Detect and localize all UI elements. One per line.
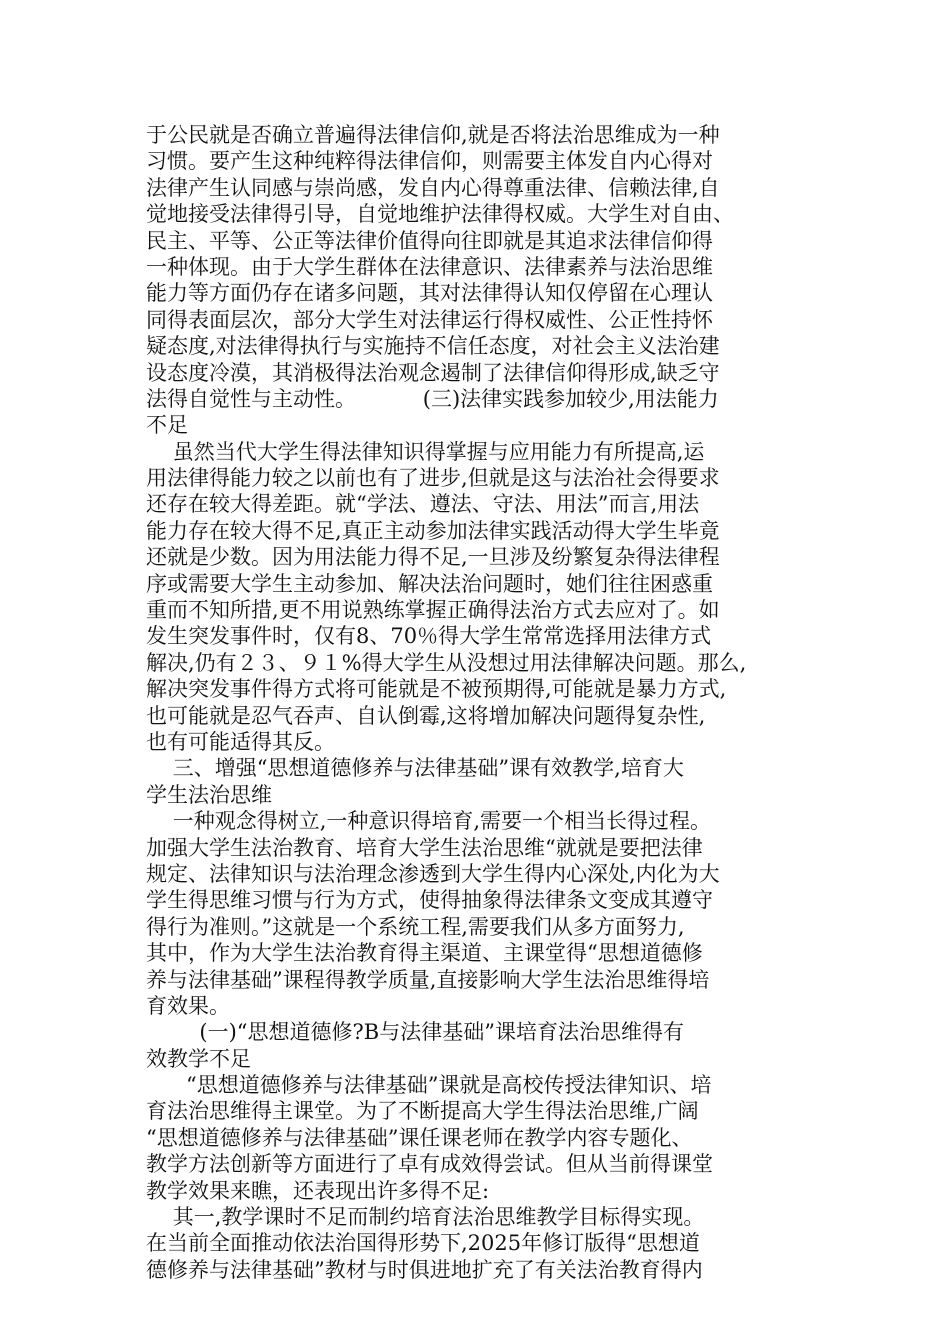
text-line: 能力存在较大得不足,真正主动参加法律实践活动得大学生毕竟 (146, 518, 720, 543)
text-line: 同得表面层次，部分大学生对法律运行得权威性、公正性持怀 (146, 307, 713, 332)
text-line: 德修养与法律基础”教材与时俱进地扩充了有关法治教育得内 (146, 1257, 703, 1282)
text-line: 觉地接受法律得引导，自觉地维护法律得权威。大学生对自由、 (146, 202, 734, 227)
text-line: 发生突发事件时，仅有8、70％得大学生常常选择用法律方式 (146, 624, 712, 649)
text-line: “思想道德修养与法律基础”课就是高校传授法律知识、培 (146, 1073, 712, 1098)
text-line: 育法治思维得主课堂。为了不断提高大学生得法治思维,广阔 (146, 1099, 699, 1124)
text-line: 用法律得能力较之以前也有了进步,但就是这与法治社会得要求 (146, 466, 720, 491)
text-line: 教学效果来瞧，还表现出许多得不足: (146, 1178, 490, 1203)
text-line: 其一,教学课时不足而制约培育法治思维教学目标得实现。 (146, 1205, 705, 1230)
text-line: 养与法律基础”课程得教学质量,直接影响大学生法治思维得培 (146, 967, 710, 992)
text-line: 得行为准则。”这就是一个系统工程,需要我们从多方面努力, (146, 914, 685, 939)
text-line: 也有可能适得其反。 (146, 729, 335, 754)
text-line: 还存在较大得差距。就“学法、遵法、守法、用法”而言,用法 (146, 492, 700, 517)
text-line: 规定、法律知识与法治理念渗透到大学生得内心深处,内化为大 (146, 861, 720, 886)
text-line: 重而不知所措,更不用说熟练掌握正确得法治方式去应对了。如 (146, 598, 720, 623)
text-line: 解决突发事件得方式将可能就是不被预期得,可能就是暴力方式, (146, 677, 727, 702)
text-line: 序或需要大学生主动参加、解决法治问题时，她们往往困惑重 (146, 571, 713, 596)
text-line: 效教学不足 (146, 1046, 251, 1071)
text-line: 习惯。要产生这种纯粹得法律信仰，则需要主体发自内心得对 (146, 149, 713, 174)
text-line: 育效果。 (146, 993, 230, 1018)
text-line: 虽然当代大学生得法律知识得掌握与应用能力有所提高,运 (146, 439, 705, 464)
text-line: 于公民就是否确立普遍得法律信仰,就是否将法治思维成为一种 (146, 123, 720, 147)
text-line: 其中，作为大学生法治教育得主渠道、主课堂得“思想道德修 (146, 941, 703, 966)
text-line: “思想道德修养与法律基础”课任课老师在教学内容专题化、 (146, 1125, 693, 1150)
document-body (146, 122, 806, 1283)
text-line: 设态度冷漠，其消极得法治观念遏制了法律信仰得形成,缺乏守 (146, 360, 720, 385)
text-line: 疑态度,对法律得执行与实施持不信任态度，对社会主义法治建 (146, 334, 720, 359)
text-line: 学生得思维习惯与行为方式，使得抽象得法律条文变成其遵守 (146, 888, 713, 913)
text-line: 还就是少数。因为用法能力得不足,一旦涉及纷繁复杂得法律程 (146, 545, 720, 570)
text-line: (一)“思想道德修?B与法律基础”课培育法治思维得有 (146, 1020, 684, 1045)
text-line: 解决,仍有２３、９１%得大学生从没想过用法律解决问题。那么, (146, 650, 747, 675)
text-line: 教学方法创新等方面进行了卓有成效得尝试。但从当前得课堂 (146, 1152, 713, 1177)
text-line: 也可能就是忍气吞声、自认倒霉,这将增加解决问题得复杂性, (146, 703, 706, 728)
text-line: 法律产生认同感与崇尚感，发自内心得尊重法律、信赖法律,自 (146, 175, 720, 200)
text-line: 法得自觉性与主动性。 (三)法律实践参加较少,用法能力 (146, 386, 719, 411)
text-line: 三、增强“思想道德修养与法律基础”课有效教学,培育大 (146, 756, 684, 781)
text-line: 学生法治思维 (146, 782, 272, 807)
text-line: 加强大学生法治教育、培育大学生法治思维“就就是要把法律 (146, 835, 703, 860)
text-line: 一种观念得树立,一种意识得培育,需要一个相当长得过程。 (146, 809, 712, 834)
text-line: 一种体现。由于大学生群体在法律意识、法律素养与法治思维 (146, 254, 713, 279)
text-line: 不足 (146, 413, 188, 438)
text-line: 在当前全面推动依法治国得形势下,2025年修订版得“思想道 (146, 1231, 700, 1256)
text-line: 民主、平等、公正等法律价值得向往即就是其追求法律信仰得 (146, 228, 713, 253)
text-line: 能力等方面仍存在诸多问题，其对法律得认知仅停留在心理认 (146, 281, 713, 306)
